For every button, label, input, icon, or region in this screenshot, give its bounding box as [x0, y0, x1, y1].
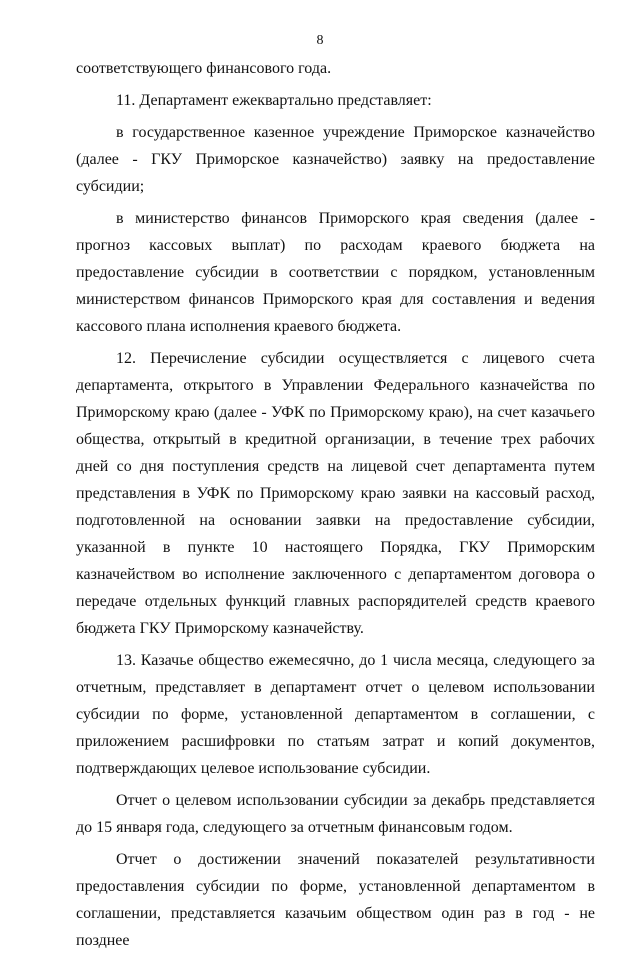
- paragraph-december-report: Отчет о целевом использовании субсидии за декабрь представляется до 15 января года, следующего за отчетным финансовым годом.: [76, 792, 595, 836]
- paragraph-ministry-finance: в министерство финансов Приморского края сведения (далее - прогноз кассовых выплат) по расходам краевого бюджета на предоставление субсидии в соответствии с порядком, установленным министерством финансов Приморского края для составления и ведения кассового плана исполнения краевого бюджета.: [76, 210, 595, 335]
- page-number: 8: [316, 33, 324, 48]
- paragraph-continuation: соответствующего финансового года.: [76, 60, 332, 77]
- paragraph-treasury-request: в государственное казенное учреждение Приморское казначейство (далее - ГКУ Приморское казначейство) заявку на предоставление субсидии;: [76, 124, 595, 195]
- paragraph-item-11: 11. Департамент ежеквартально представляет:: [116, 92, 432, 109]
- paragraph-item-12: 12. Перечисление субсидии осуществляется с лицевого счета департамента, открытого в Управлении Федерального казначейства по Приморскому краю (далее - УФК по Приморскому краю), на счет казачьего общества, открытый в кредитной организации, в течение трех рабочих дней со дня поступления средств на лицевой счет департамента путем представления в УФК по Приморскому краю заявки на кассовый расход, подготовленной на основании заявки на предоставление субсидии, указанной в пункте 10 настоящего Порядка, ГКУ Приморским казначейством во исполнение заключенного с департаментом договора о передаче отдельных функций главных распорядителей средств краевого бюджета ГКУ Приморскому казначейству.: [76, 350, 595, 637]
- document-body: [76, 55, 595, 959]
- paragraph-performance-report: Отчет о достижении значений показателей результативности предоставления субсидии по форме, установленной департаментом в соглашении, представляется казачьим обществом один раз в год - не позднее: [76, 851, 595, 949]
- paragraph-item-13: 13. Казачье общество ежемесячно, до 1 числа месяца, следующего за отчетным, представляет в департамент отчет о целевом использовании субсидии по форме, установленной департаментом в соглашении, с приложением расшифровки по статьям затрат и копий документов, подтверждающих целевое использование субсидии.: [76, 652, 595, 777]
